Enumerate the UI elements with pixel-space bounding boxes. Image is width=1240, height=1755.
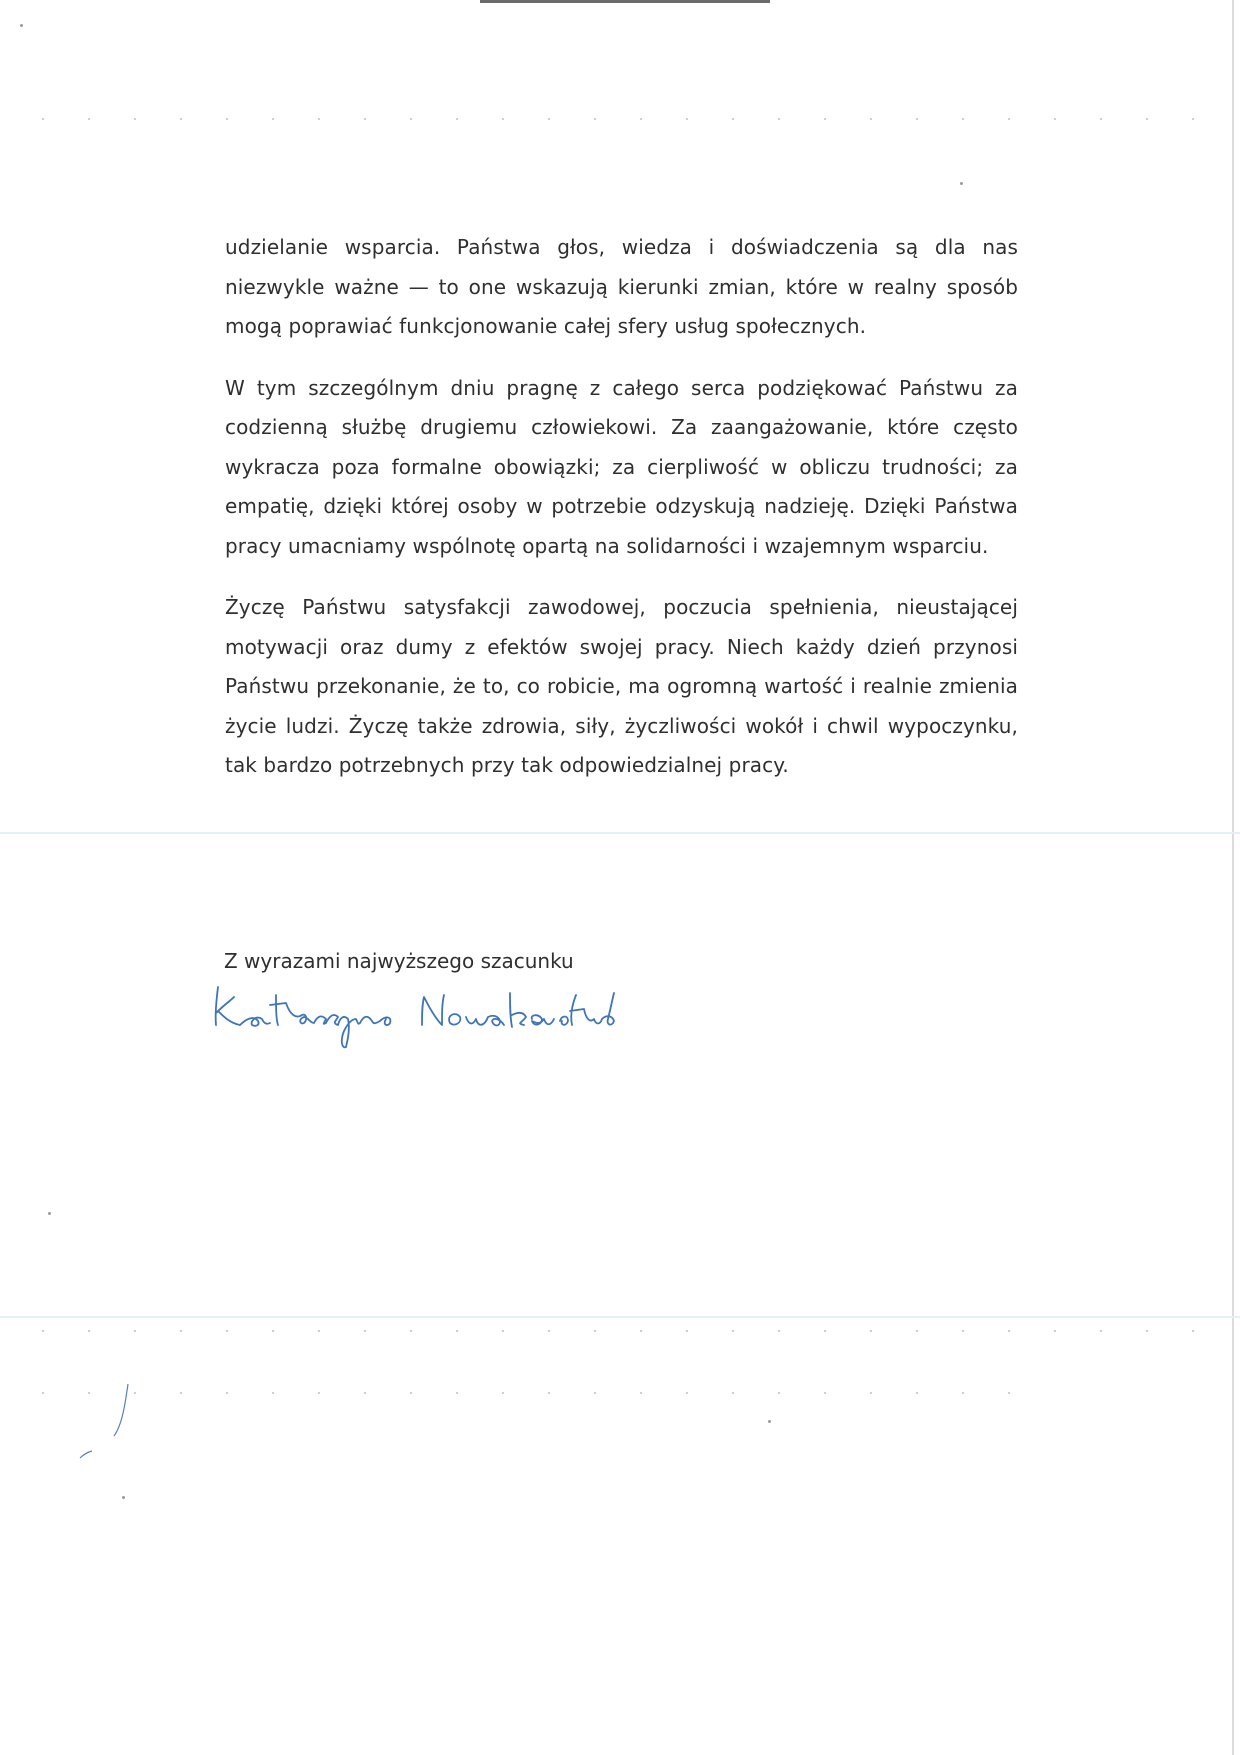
scan-top-line [480, 0, 770, 3]
handwritten-signature [210, 975, 630, 1075]
scan-dot-row [20, 1392, 1020, 1394]
letter-body [225, 228, 1018, 808]
scan-speck [20, 24, 23, 27]
scan-band [0, 832, 1240, 834]
paragraph-thanks: W tym szczególnym dniu pragnę z całego serca podziękować Państwu za codzienną służbę drugiemu człowiekowi. Za zaangażowanie, które często wykracza poza formalne obowiązki; za cierpliwość w obliczu trudności; za empatię, dzięki której osoby w potrzebie odzyskują nadzieję. Dzięki Państwa pracy umacniamy wspólnotę opartą na solidarności i wzajemnym wsparciu. [225, 375, 1018, 558]
paragraph-wishes: Życzę Państwu satysfakcji zawodowej, poczucia spełnienia, nieustającej motywacji oraz dumy z efektów swojej pracy. Niech każdy dzień przynosi Państwu przekonanie, że to, co robicie, ma ogromną wartość i realnie zmienia życie ludzi. Życzę także zdrowia, siły, życzliwości wokół i chwil wypoczynku, tak bardzo potrzebnych przy tak odpowiedzialnej pracy. [225, 595, 1018, 777]
scan-speck [768, 1420, 771, 1423]
closing-line: Z wyrazami najwyższego szacunku [224, 949, 574, 973]
scan-band [0, 1316, 1240, 1318]
scan-dot-row [20, 118, 1220, 120]
scan-pen-mark [70, 1380, 140, 1460]
scan-dot-row [20, 1330, 1220, 1332]
scan-speck [960, 182, 963, 185]
scan-speck [48, 1212, 51, 1215]
paragraph-support: udzielanie wsparcia. Państwa głos, wiedza i doświadczenia są dla nas niezwykle ważne — to one wskazują kierunki zmian, które w realny sposób mogą poprawiać funkcjonowanie całej sfery usług społecznych. [225, 235, 1018, 338]
scan-speck [122, 1496, 125, 1499]
scan-right-edge [1232, 0, 1234, 1755]
